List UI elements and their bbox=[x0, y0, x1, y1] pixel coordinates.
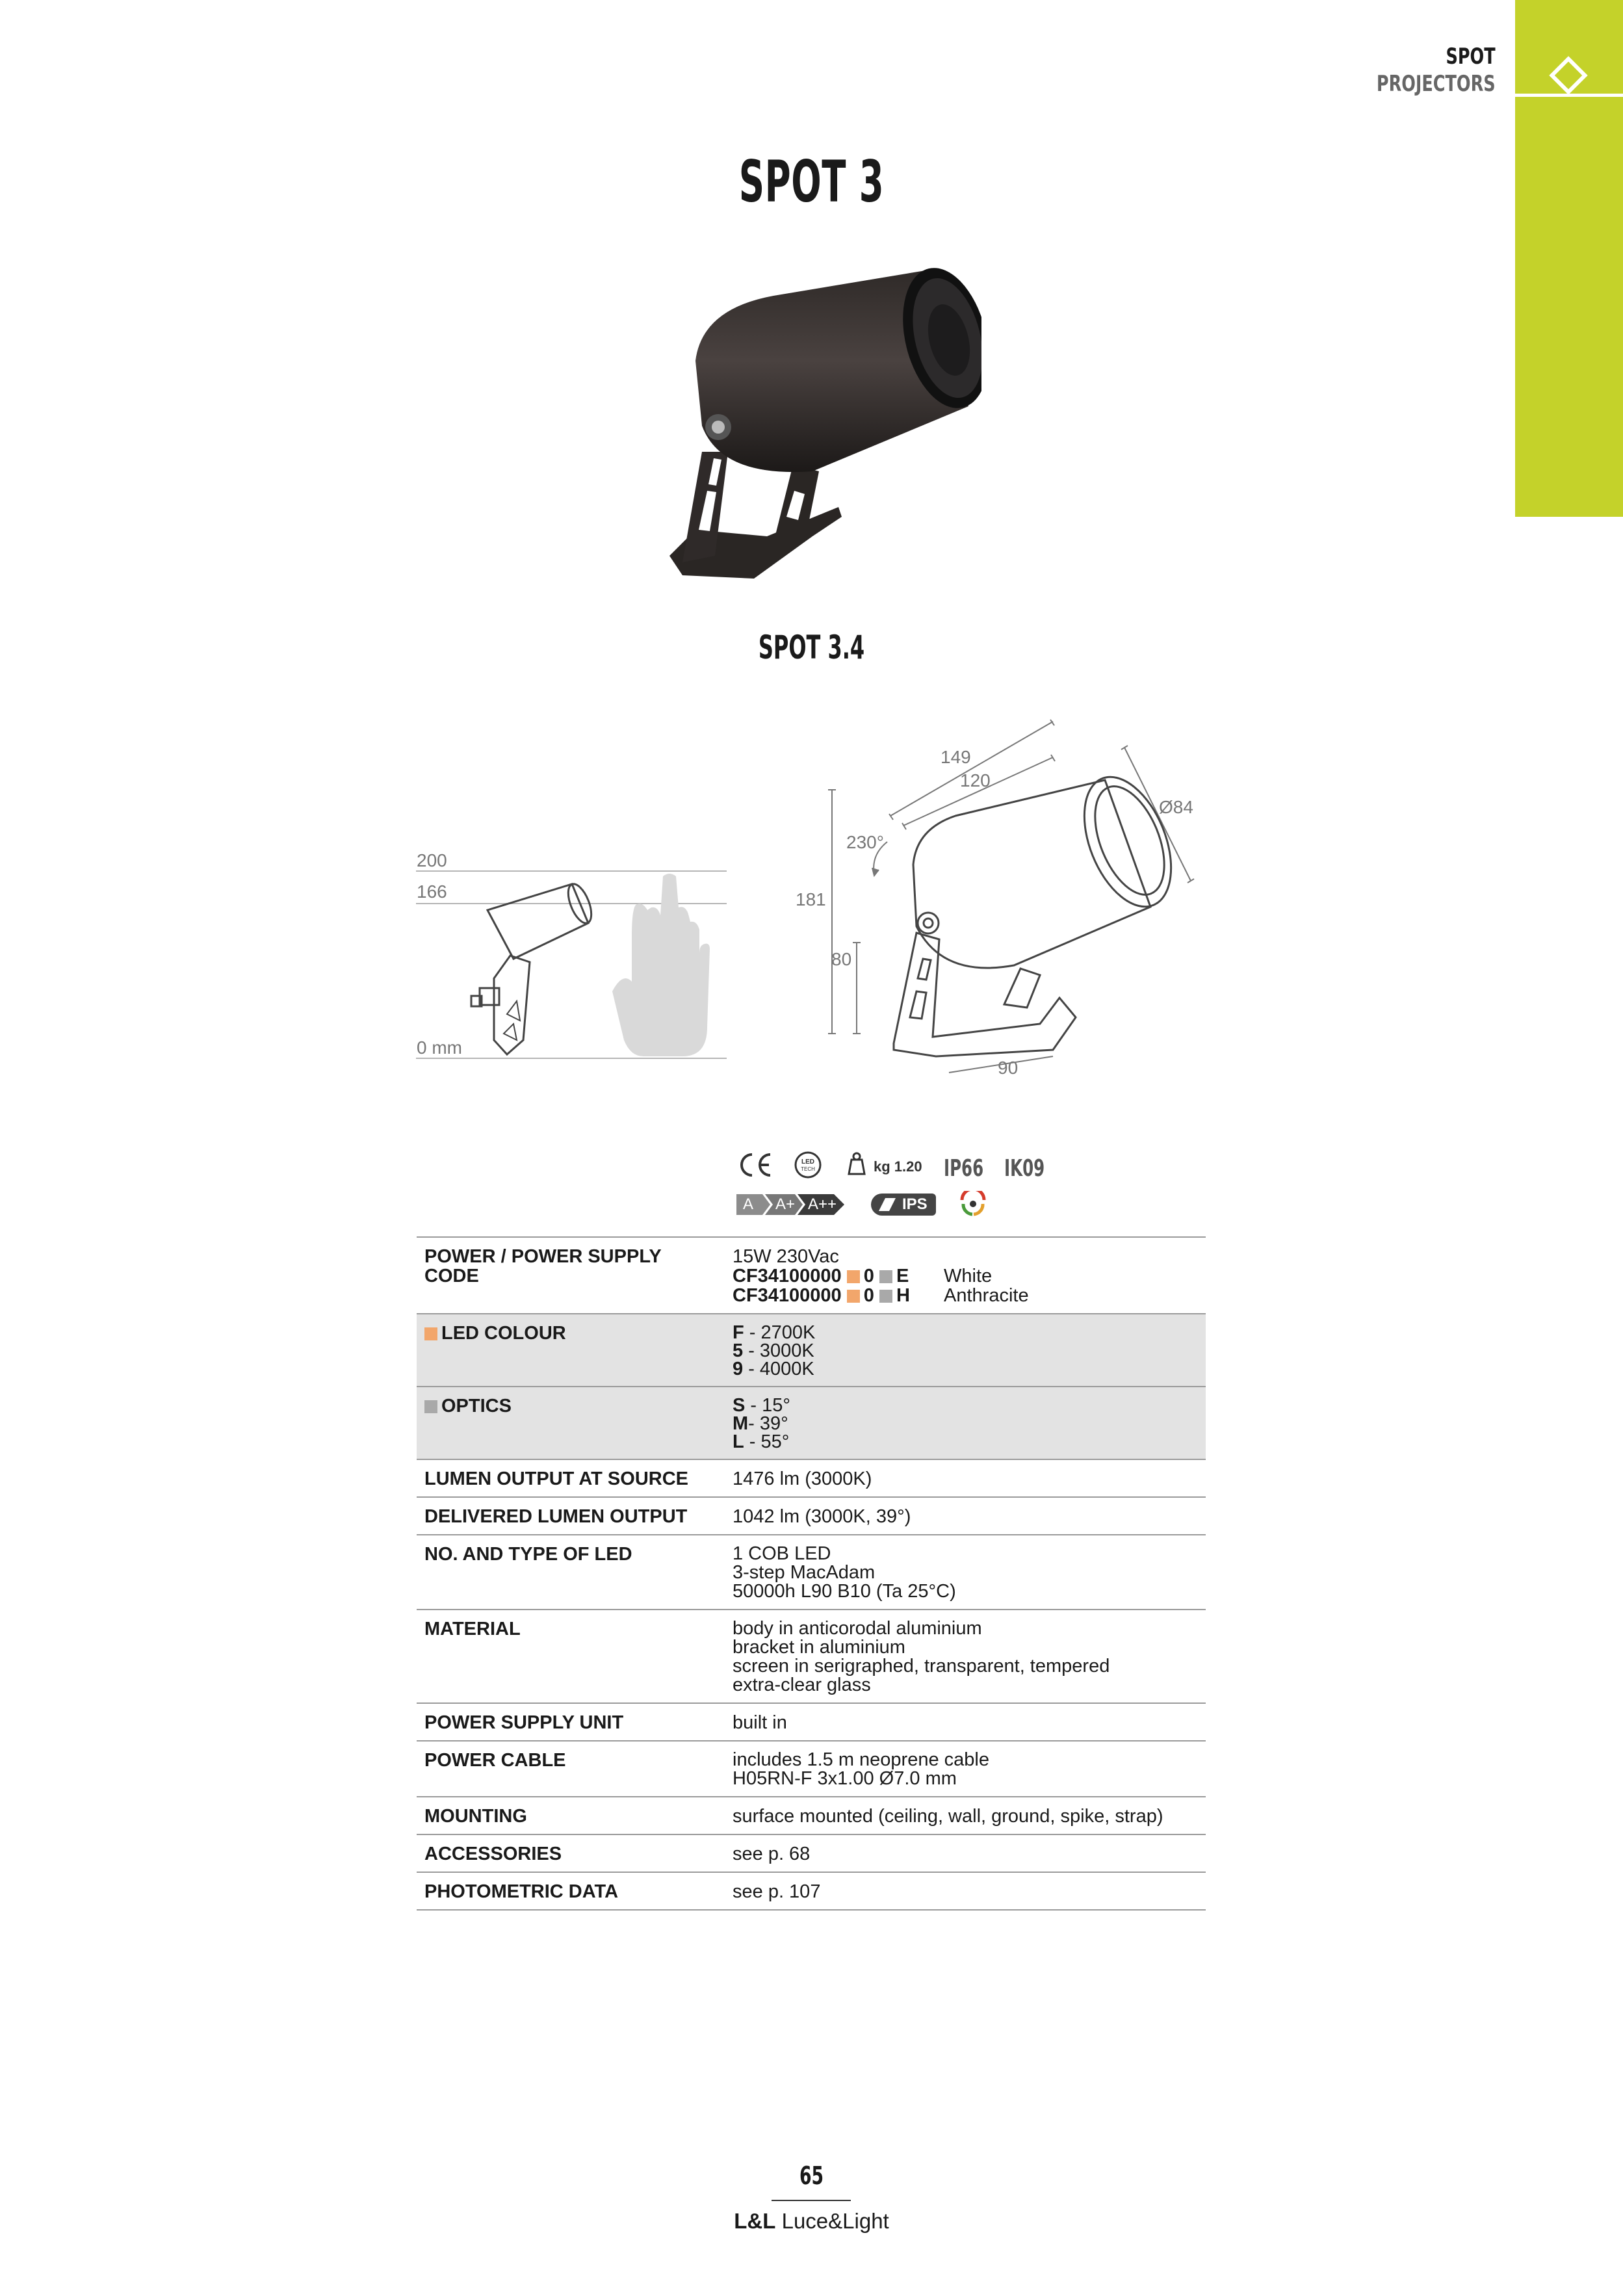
brand-name: Luce&Light bbox=[775, 2209, 889, 2233]
product-code: CF34100000 bbox=[733, 1285, 842, 1306]
led-tech-icon bbox=[794, 1151, 822, 1179]
option-key: M bbox=[733, 1413, 749, 1434]
spec-value-led-colour bbox=[725, 1314, 1206, 1387]
dim-120: 120 bbox=[960, 770, 991, 790]
spec-label-optics bbox=[417, 1387, 725, 1459]
led-colour-option bbox=[733, 1342, 1206, 1360]
brand-mark: L&L bbox=[734, 2209, 776, 2233]
led-colour-marker bbox=[847, 1270, 860, 1283]
optics-marker bbox=[424, 1400, 437, 1413]
footer-divider bbox=[772, 2200, 851, 2201]
dimension-drawing bbox=[819, 712, 1209, 1102]
diamond-icon bbox=[1546, 53, 1591, 98]
spec-value-accessories[interactable]: see p. 68 bbox=[733, 1844, 811, 1864]
finish-name: White bbox=[944, 1266, 993, 1286]
page-number: 65 bbox=[799, 2161, 824, 2190]
spec-line: body in anticorodal aluminium bbox=[733, 1618, 982, 1639]
option-value: - 39° bbox=[748, 1413, 788, 1434]
ips-badge-label: IPS bbox=[902, 1195, 928, 1213]
section-label bbox=[1377, 43, 1496, 98]
spec-label-led-colour bbox=[417, 1314, 725, 1387]
option-value: - 2700K bbox=[744, 1322, 816, 1343]
product-photo bbox=[643, 257, 981, 582]
spec-row-mounting bbox=[417, 1797, 1206, 1834]
spec-value-psu: built in bbox=[733, 1712, 787, 1733]
option-value: - 3000K bbox=[743, 1340, 814, 1361]
code-digit: 0 bbox=[863, 1266, 874, 1286]
spec-row-material bbox=[417, 1610, 1206, 1703]
spec-label-lumen-source: LUMEN OUTPUT AT SOURCE bbox=[424, 1468, 688, 1489]
height-diagram bbox=[416, 845, 728, 1066]
spec-row-power bbox=[417, 1237, 1206, 1314]
energy-class-a-plus-plus: A++ bbox=[808, 1195, 837, 1213]
sun-compass-icon bbox=[958, 1191, 988, 1217]
spec-line: 1 COB LED bbox=[733, 1543, 831, 1564]
weight-value: kg 1.20 bbox=[874, 1158, 922, 1175]
spec-label-power-line1: POWER / POWER SUPPLY bbox=[424, 1246, 662, 1267]
dim-diameter: Ø84 bbox=[1159, 797, 1193, 817]
weight-icon bbox=[844, 1151, 870, 1177]
spec-label-power bbox=[417, 1237, 725, 1314]
product-code-row bbox=[733, 1266, 1206, 1286]
product-title: SPOT 3 bbox=[738, 148, 885, 215]
ce-mark-icon bbox=[736, 1151, 774, 1179]
shield-icon bbox=[876, 1197, 898, 1212]
spec-value-power bbox=[725, 1237, 1206, 1314]
led-colour-marker bbox=[424, 1327, 437, 1340]
spec-line: bracket in aluminium bbox=[733, 1637, 905, 1658]
optics-option bbox=[733, 1396, 1206, 1415]
spec-table bbox=[417, 1236, 1206, 1911]
height-166-label: 166 bbox=[417, 881, 447, 902]
spec-label-accessories: ACCESSORIES bbox=[424, 1844, 562, 1864]
spec-row-cable bbox=[417, 1741, 1206, 1797]
option-key: F bbox=[733, 1322, 744, 1343]
spec-label-photometric: PHOTOMETRIC DATA bbox=[424, 1881, 619, 1902]
option-value: - 15° bbox=[745, 1395, 790, 1416]
height-200-label: 200 bbox=[417, 850, 447, 870]
led-colour-marker bbox=[847, 1290, 860, 1303]
spec-label-mounting: MOUNTING bbox=[424, 1806, 527, 1827]
spec-row-photometric bbox=[417, 1872, 1206, 1910]
option-key: S bbox=[733, 1395, 746, 1416]
svg-text:TECH: TECH bbox=[801, 1166, 815, 1172]
spec-row-psu bbox=[417, 1703, 1206, 1741]
option-value: - 4000K bbox=[743, 1359, 814, 1379]
spec-value-material bbox=[725, 1610, 1206, 1703]
ip-rating: IP66 bbox=[944, 1155, 984, 1182]
spec-row-led-type bbox=[417, 1535, 1206, 1610]
optics-marker bbox=[879, 1290, 892, 1303]
spec-value-optics bbox=[725, 1387, 1206, 1459]
option-value: - 55° bbox=[744, 1431, 790, 1452]
code-suffix: H bbox=[896, 1285, 910, 1306]
spec-label-led-type: NO. AND TYPE OF LED bbox=[424, 1544, 632, 1565]
product-variant: SPOT 3.4 bbox=[758, 629, 865, 666]
section-label-line2: PROJECTORS bbox=[1377, 71, 1496, 97]
option-key: 9 bbox=[733, 1359, 744, 1379]
ik-rating: IK09 bbox=[1004, 1155, 1045, 1182]
spec-value-photometric[interactable]: see p. 107 bbox=[733, 1881, 821, 1902]
spec-row-lumen-source bbox=[417, 1459, 1206, 1497]
height-0-label: 0 mm bbox=[417, 1037, 462, 1058]
spec-label-psu: POWER SUPPLY UNIT bbox=[424, 1712, 624, 1733]
led-colour-option bbox=[733, 1360, 1206, 1378]
spec-row-led-colour bbox=[417, 1314, 1206, 1387]
energy-class-a-plus: A+ bbox=[775, 1195, 796, 1213]
spec-line: H05RN-F 3x1.00 Ø7.0 mm bbox=[733, 1768, 957, 1789]
spec-value-cable bbox=[725, 1741, 1206, 1797]
spec-label-lumen-delivered: DELIVERED LUMEN OUTPUT bbox=[424, 1506, 688, 1527]
section-label-line1: SPOT bbox=[1446, 44, 1496, 70]
led-colour-option bbox=[733, 1324, 1206, 1342]
spec-label-text: OPTICS bbox=[441, 1396, 512, 1416]
spec-line: 50000h L90 B10 (Ta 25°C) bbox=[733, 1581, 956, 1602]
dim-80: 80 bbox=[831, 949, 852, 969]
dim-149: 149 bbox=[941, 747, 971, 767]
spec-line: 3-step MacAdam bbox=[733, 1562, 876, 1583]
product-code-row bbox=[733, 1286, 1206, 1305]
spec-label-cable: POWER CABLE bbox=[424, 1750, 566, 1771]
power-value: 15W 230Vac bbox=[733, 1246, 839, 1267]
optics-option bbox=[733, 1433, 1206, 1451]
code-digit: 0 bbox=[863, 1285, 874, 1306]
dim-rotation: 230° bbox=[846, 832, 884, 852]
brand-logo bbox=[0, 2209, 1623, 2234]
dim-181: 181 bbox=[796, 889, 826, 909]
option-key: 5 bbox=[733, 1340, 744, 1361]
spec-line: screen in serigraphed, transparent, tempered bbox=[733, 1656, 1110, 1676]
optics-option bbox=[733, 1415, 1206, 1433]
spec-label-material: MATERIAL bbox=[424, 1619, 521, 1639]
code-suffix: E bbox=[896, 1266, 909, 1286]
spec-label-power-line2: CODE bbox=[424, 1266, 479, 1286]
spec-value-lumen-delivered: 1042 lm (3000K, 39°) bbox=[733, 1506, 911, 1527]
spec-line: extra-clear glass bbox=[733, 1675, 871, 1695]
spec-value-mounting: surface mounted (ceiling, wall, ground, spike, strap) bbox=[733, 1806, 1163, 1827]
energy-class-bar bbox=[736, 1194, 847, 1215]
finish-name: Anthracite bbox=[944, 1285, 1029, 1306]
spec-value-lumen-source: 1476 lm (3000K) bbox=[733, 1468, 872, 1489]
optics-marker bbox=[879, 1270, 892, 1283]
spec-row-accessories bbox=[417, 1834, 1206, 1872]
spec-value-led-type bbox=[725, 1535, 1206, 1610]
svg-text:LED: LED bbox=[801, 1158, 814, 1166]
energy-class-a: A bbox=[743, 1195, 754, 1213]
ips-badge bbox=[871, 1194, 936, 1216]
product-code: CF34100000 bbox=[733, 1266, 842, 1286]
dim-90: 90 bbox=[998, 1058, 1019, 1078]
option-key: L bbox=[733, 1431, 744, 1452]
spec-label-text: LED COLOUR bbox=[441, 1323, 566, 1344]
spec-row-lumen-delivered bbox=[417, 1497, 1206, 1535]
spec-row-optics bbox=[417, 1387, 1206, 1459]
spec-line: includes 1.5 m neoprene cable bbox=[733, 1749, 989, 1770]
